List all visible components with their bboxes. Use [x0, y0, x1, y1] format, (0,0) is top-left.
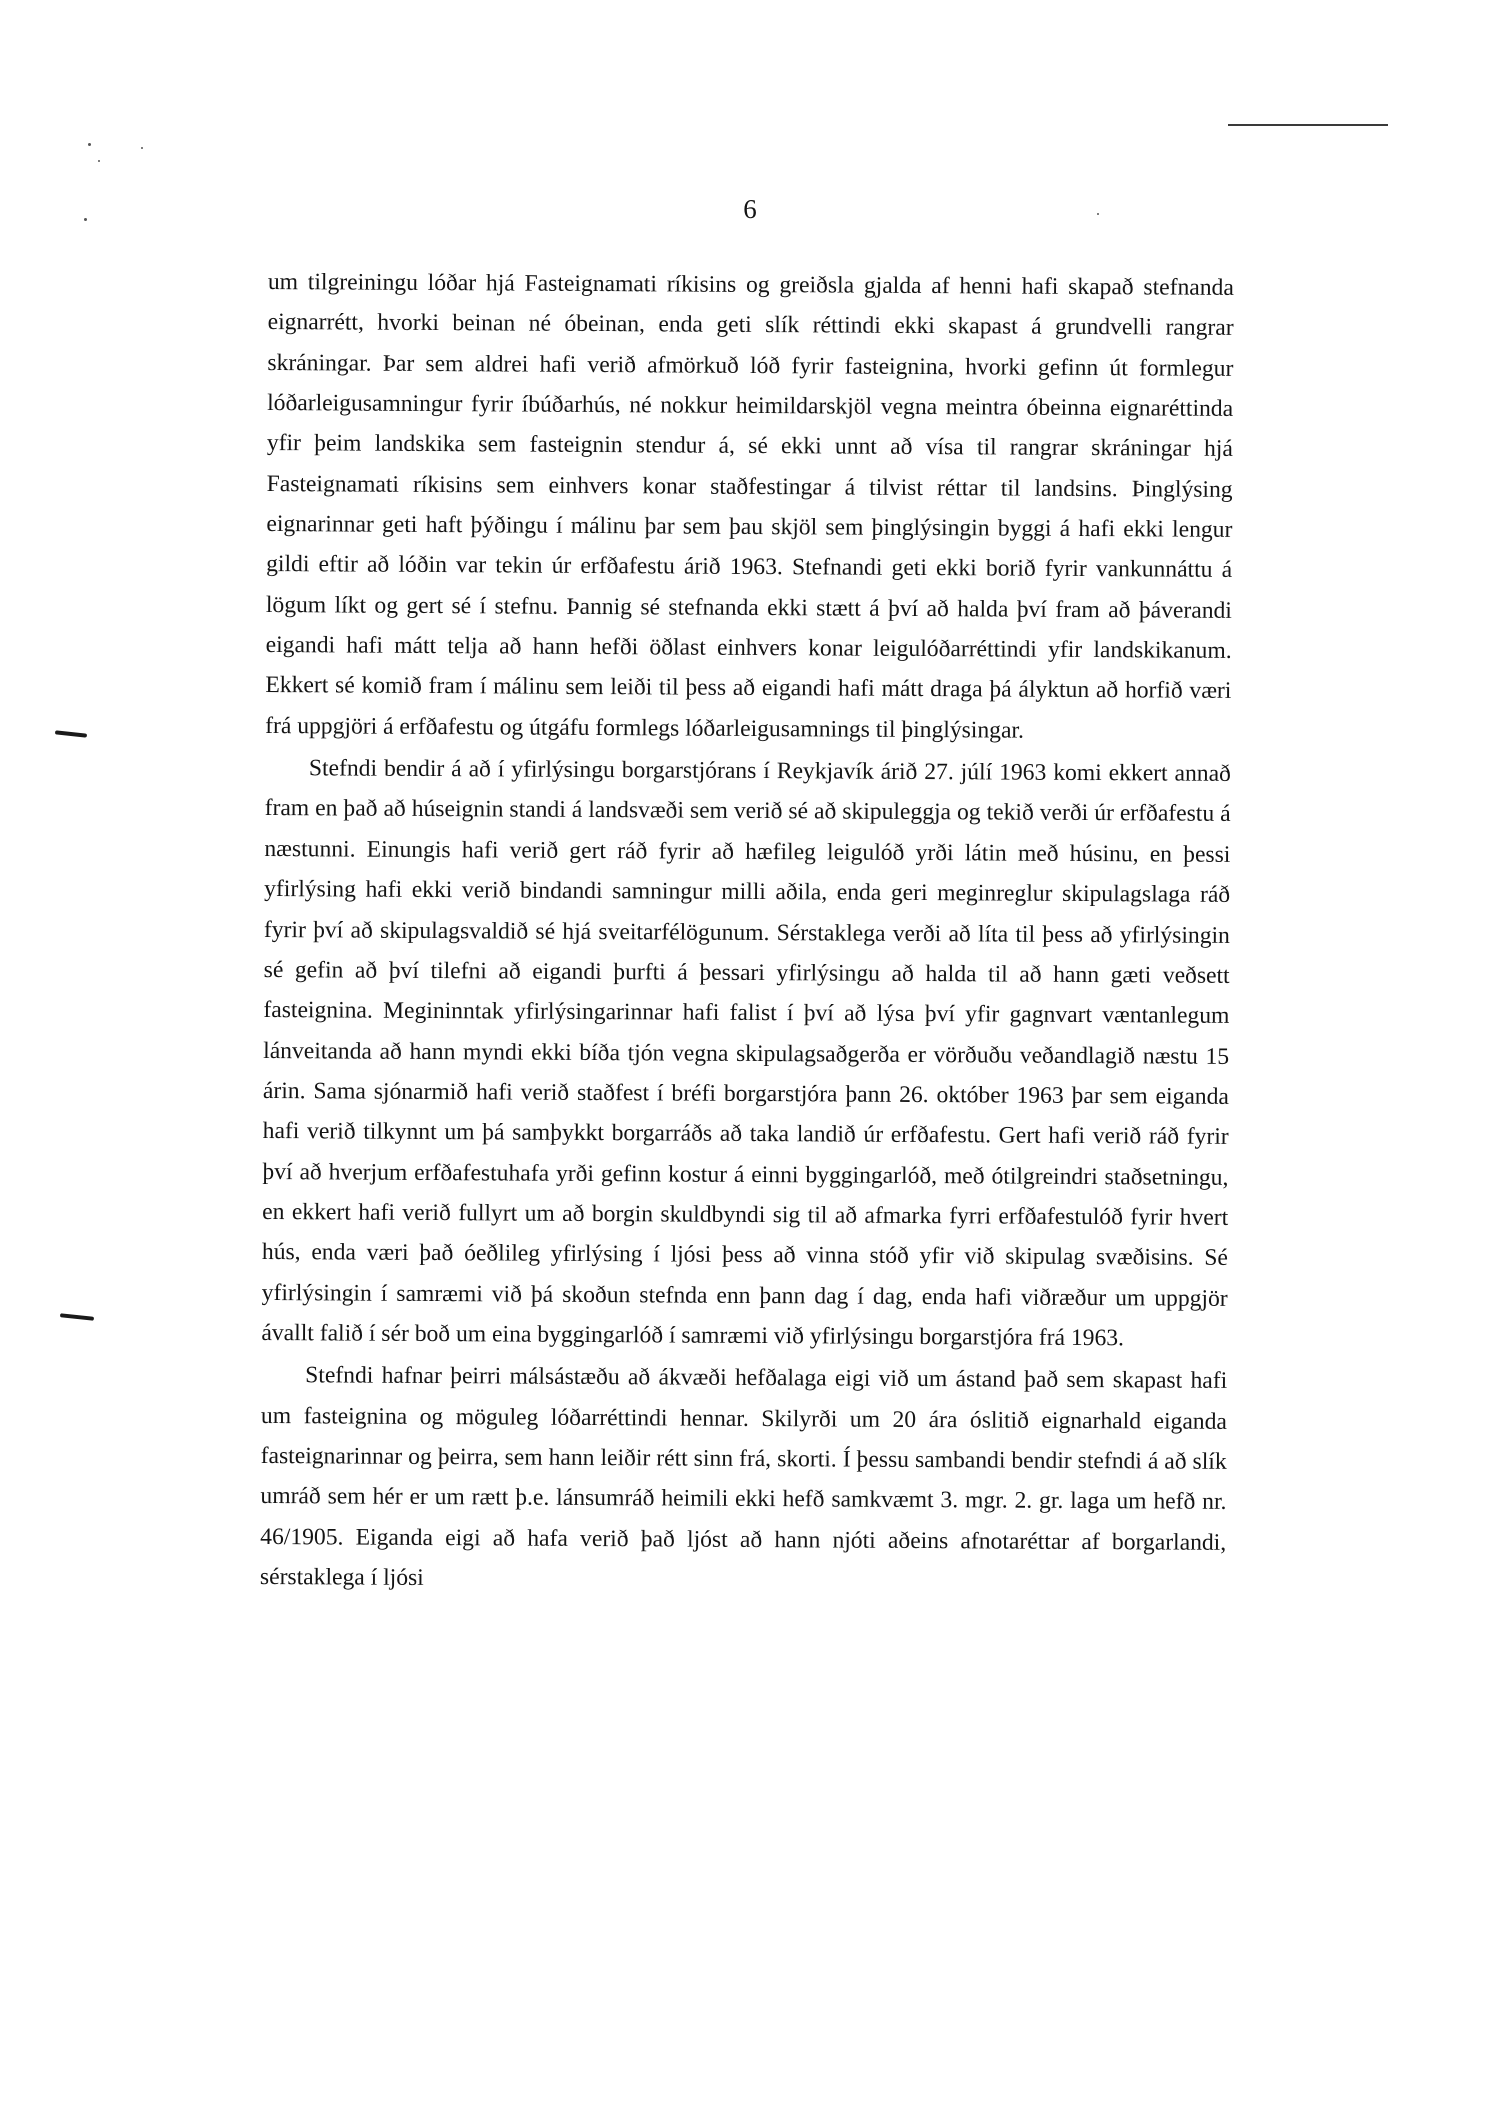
margin-mark: [55, 730, 87, 737]
scan-speck: [1097, 213, 1099, 215]
paragraph-2: Stefndi bendir á að í yfirlýsingu borgarstjórans í Reykjavík árið 27. júlí 1963 komi ekkert annað fram en það að húseignin standi á landsvæði sem verið sé að skipuleggja og tekið verði úr erfðafestu á næstunni. Einungis hafi verið gert ráð fyrir að hæfileg leigulóð yrði látin með húsinu, en þessi yfirlýsing hafi ekki verið bindandi samningur milli aðila, enda geri meginreglur skipulagslaga ráð fyrir því að skipulagsvaldið sé hjá sveitarfélögunum. Sérstaklega verði að líta til þess að yfirlýsingin sé gefin að því tilefni að eigandi þurfti á þessari yfirlýsingu að halda til að hann gæti veðsett fasteignina. Megininntak yfirlýsingarinnar hafi falist í því að lýsa því yfir gagnvart væntanlegum lánveitanda að hann myndi ekki bíða tjón vegna skipulagsaðgerða er vörðuðu veðandlagið næstu 15 árin. Sama sjónarmið hafi verið staðfest í bréfi borgarstjóra þann 26. október 1963 þar sem eiganda hafi verið tilkynnt um þá samþykkt borgarráðs að taka landið úr erfðafestu. Gert hafi verið ráð fyrir því að hverjum erfðafestuhafa yrði gefinn kostur á einni byggingarlóð, með ótilgreindri staðsetningu, en ekkert hafi verið fullyrt um að borgin skuldbyndi sig til að afmarka fyrri erfðafestulóð fyrir hvert hús, enda væri það óeðlileg yfirlýsing í ljósi þess að vinna stóð yfir við skipulag svæðisins. Sé yfirlýsingin í samræmi við þá skoðun stefnda enn þann dag í dag, enda hafi viðræður um uppgjör ávallt falið í sér boð um eina byggingarlóð í samræmi við yfirlýsingu borgarstjóra frá 1963.: [261, 755, 1231, 1352]
paragraph-1: um tilgreiningu lóðar hjá Fasteignamati ríkisins og greiðsla gjalda af henni hafi skapað stefnanda eignarrétt, hvorki beinan né óbeinan, enda geti slík réttindi ekki skapast á grundvelli rangrar skráningar. Þar sem aldrei hafi verið afmörkuð lóð fyrir fasteignina, hvorki gefinn út formlegur lóðarleigusamningur fyrir íbúðarhús, né nokkur heimildarskjöl vegna meintra óbeinna eignaréttinda yfir þeim landskika sem fasteignin stendur á, sé ekki unnt að vísa til rangrar skráningar hjá Fasteignamati ríkisins sem einhvers konar staðfestingar á tilvist réttar til landsins. Þinglýsing eignarinnar geti haft þýðingu í málinu þar sem þau skjöl sem þinglýsingin byggi á hafi ekki lengur gildi eftir að lóðin var tekin úr erfðafestu árið 1963. Stefnandi geti ekki borið fyrir vankunnáttu á lögum líkt og gert sé í stefnu. Þannig sé stefnanda ekki stætt á því að halda því fram að þáverandi eigandi hafi mátt telja að hann hefði öðlast einhvers konar leigulóðarréttindi yfir landskikanum. Ekkert sé komið fram í málinu sem leiði til þess að eigandi hafi mátt draga þá ályktun að horfið væri frá uppgjöri á erfðafestu og útgáfu formlegs lóðarleigusamnings til þinglýsingar.: [265, 268, 1234, 744]
scan-speck: [84, 218, 87, 221]
page-number: 6: [743, 194, 757, 224]
body-text: [260, 262, 1234, 1603]
margin-mark: [60, 1313, 94, 1321]
scan-speck: [141, 147, 143, 149]
paragraph-3: Stefndi hafnar þeirri málsástæðu að ákvæði hefðalaga eigi við um ástand það sem skapast hafi um fasteignina og möguleg lóðarréttindi hennar. Skilyrði um 20 ára óslitið eignarhald eiganda fasteignarinnar og þeirra, sem hann leiðir rétt sinn frá, skorti. Í þessu sambandi bendir stefndi á að slík umráð sem hér er um rætt þ.e. lánsumráð heimili ekki hefð samkvæmt 3. mgr. 2. gr. laga um hefð nr. 46/1905. Eiganda eigi að hafa verið það ljóst að hann njóti aðeins afnotaréttar af borgarlandi, sérstaklega í ljósi: [259, 1362, 1228, 1591]
scan-speck: [98, 160, 100, 162]
scan-speck: [88, 143, 91, 146]
header-rule: [1228, 124, 1388, 126]
